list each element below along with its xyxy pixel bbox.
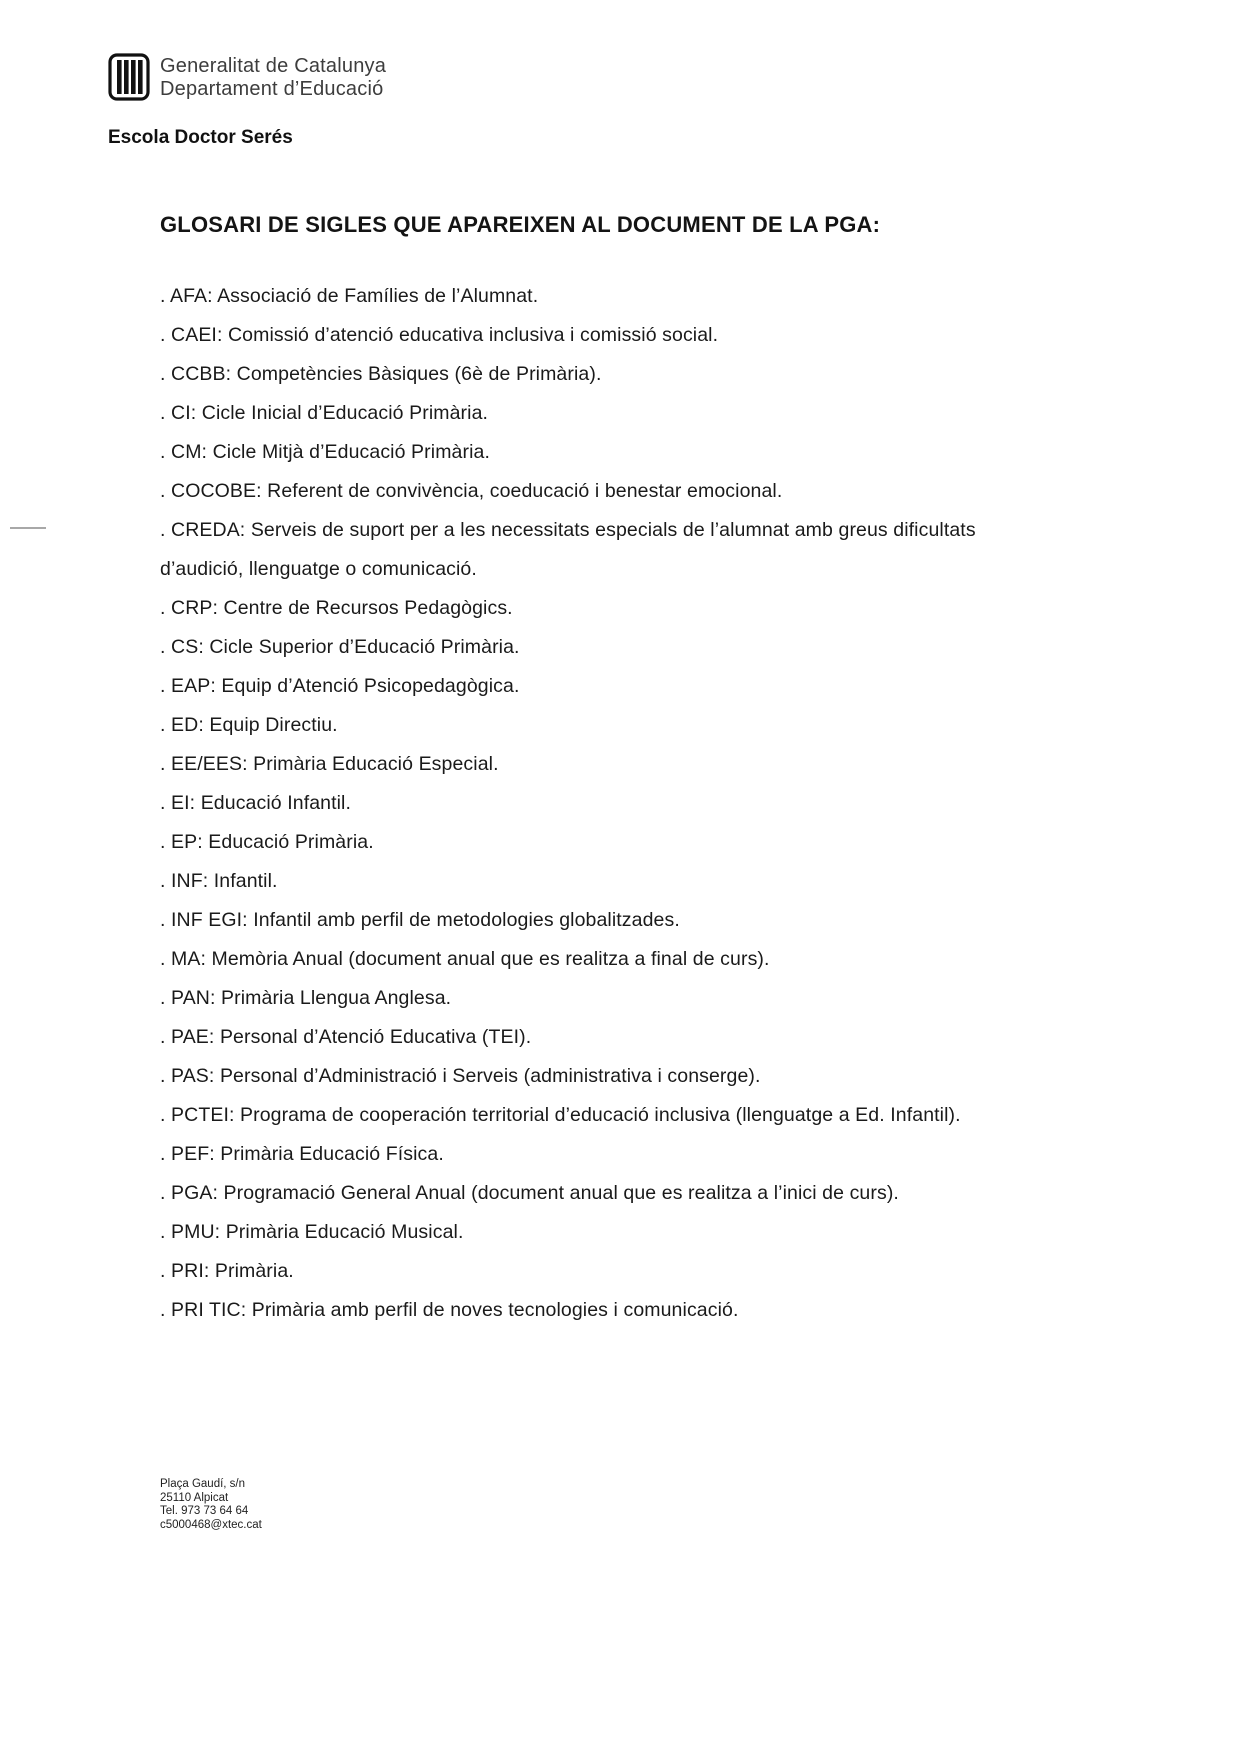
footer — [160, 1478, 262, 1532]
header — [108, 53, 386, 101]
glossary-entry: . PAE: Personal d’Atenció Educativa (TEI). — [160, 1026, 532, 1048]
glossary-entry: . EAP: Equip d’Atenció Psicopedagògica. — [160, 675, 520, 697]
glossary-entry: . CCBB: Competències Bàsiques (6è de Primària). — [160, 363, 602, 385]
glossary-entry: . EE/EES: Primària Educació Especial. — [160, 753, 499, 775]
school-name: Escola Doctor Serés — [108, 127, 293, 148]
glossary-entry: . AFA: Associació de Famílies de l’Alumnat. — [160, 285, 539, 307]
footer-email: c5000468@xtec.cat — [160, 1518, 262, 1531]
glossary-entry: . PEF: Primària Educació Física. — [160, 1143, 444, 1165]
document-title: GLOSARI DE SIGLES QUE APAREIXEN AL DOCUMENT DE LA PGA: — [160, 212, 881, 237]
footer-address-line2: 25110 Alpicat — [160, 1491, 229, 1504]
footer-phone: Tel. 973 73 64 64 — [160, 1505, 249, 1517]
glossary-entry: . PGA: Programació General Anual (document anual que es realitza a l’inici de curs). — [160, 1182, 899, 1204]
footer-address-line1: Plaça Gaudí, s/n — [160, 1478, 246, 1490]
glossary-entry: . INF: Infantil. — [160, 870, 278, 892]
glossary-entry: . PAS: Personal d’Administració i Serveis (administrativa i conserge). — [160, 1065, 761, 1087]
glossary-entry: . CREDA: Serveis de suport per a les necessitats especials de l’alumnat amb greus dificultats d’audició, llenguatge o comunicació. — [160, 519, 976, 580]
glossary-entry: . EP: Educació Primària. — [160, 831, 374, 853]
senyera-icon — [108, 53, 150, 101]
glossary-entry: . PRI: Primària. — [160, 1260, 294, 1282]
glossary-entry: . PMU: Primària Educació Musical. — [160, 1221, 464, 1243]
glossary-entry: . COCOBE: Referent de convivència, coeducació i benestar emocional. — [160, 480, 783, 502]
glossary-entry: . CAEI: Comissió d’atenció educativa inclusiva i comissió social. — [160, 324, 719, 346]
glossary-entry: . MA: Memòria Anual (document anual que es realitza a final de curs). — [160, 948, 770, 970]
org-block — [160, 53, 386, 101]
glossary-entry: . PAN: Primària Llengua Anglesa. — [160, 987, 452, 1009]
glossary-entry: . INF EGI: Infantil amb perfil de metodologies globalitzades. — [160, 909, 680, 931]
glossary-entry: . ED: Equip Directiu. — [160, 714, 338, 736]
glossary-entry: . CS: Cicle Superior d’Educació Primària. — [160, 636, 520, 658]
glossary-entry: . PRI TIC: Primària amb perfil de noves tecnologies i comunicació. — [160, 1299, 739, 1321]
glossary-list — [160, 277, 1030, 1330]
margin-mark — [10, 527, 46, 529]
glossary-entry: . EI: Educació Infantil. — [160, 792, 352, 814]
org-name: Generalitat de Catalunya — [160, 55, 387, 77]
org-department: Departament d’Educació — [160, 78, 384, 100]
glossary-entry: . CI: Cicle Inicial d’Educació Primària. — [160, 402, 489, 424]
glossary-entry: . CM: Cicle Mitjà d’Educació Primària. — [160, 441, 490, 463]
generalitat-logo — [108, 53, 150, 101]
glossary-entry: . PCTEI: Programa de cooperación territorial d’educació inclusiva (llenguatge a Ed. Infantil). — [160, 1104, 961, 1126]
glossary-entry: . CRP: Centre de Recursos Pedagògics. — [160, 597, 513, 619]
